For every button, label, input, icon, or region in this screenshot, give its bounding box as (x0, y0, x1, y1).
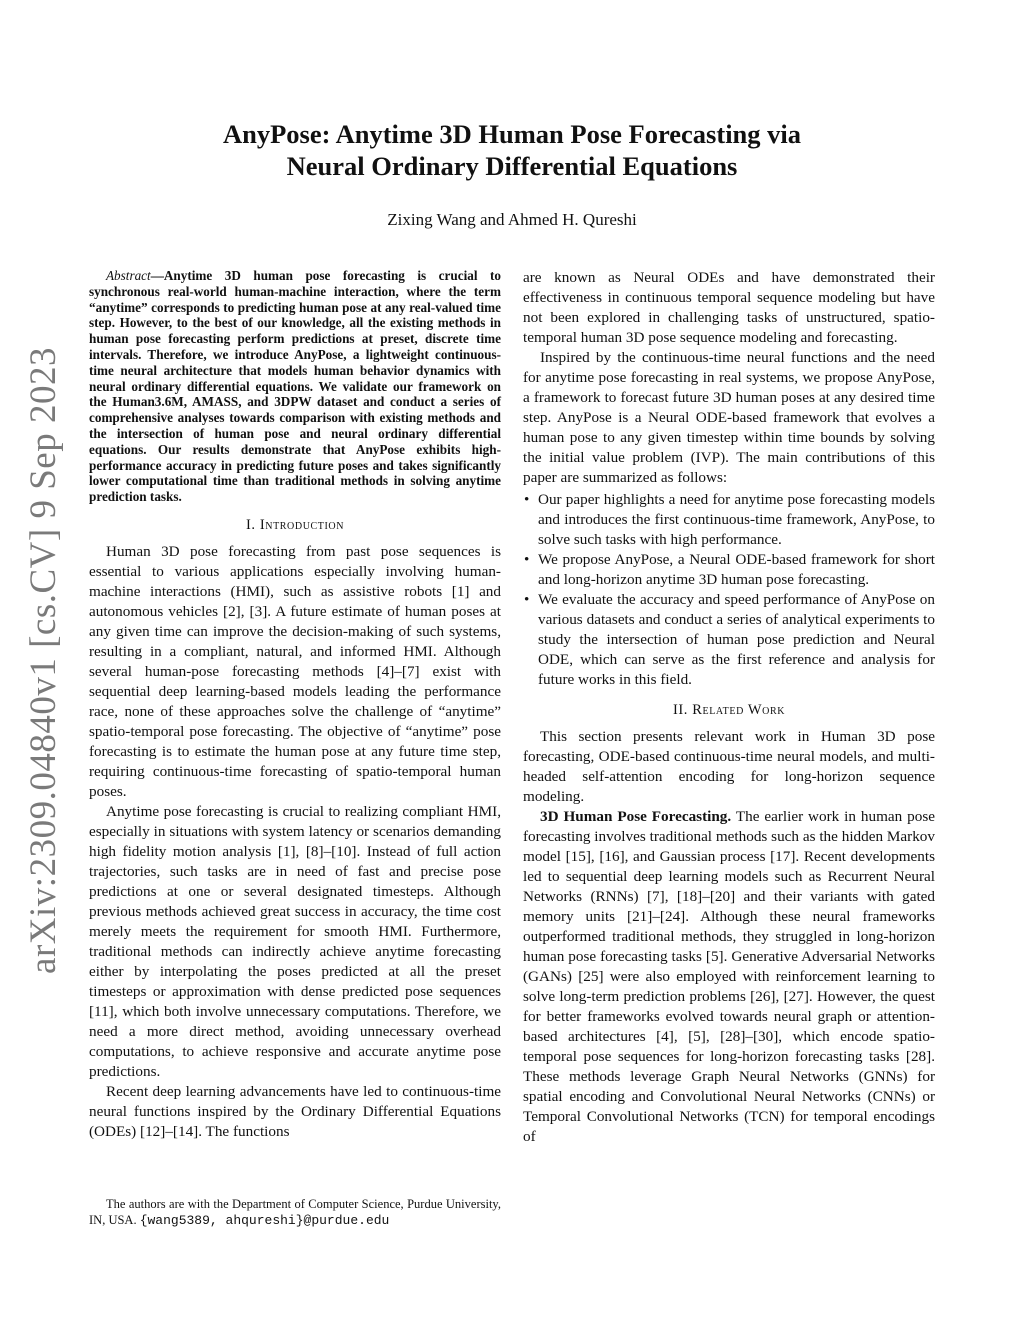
intro-paragraph-2: Anytime pose forecasting is crucial to realizing compliant HMI, especially in situations with system latency or scenarios demanding high fidelity motion analysis [1], [8]–[10]. Instead of full action trajectories, such tasks are in need of fast and precise pose predictions at one or several designated timesteps. Although previous methods achieved great success in accuracy, the time cost merely meets the requirement for smooth HMI. Furthermore, traditional methods can indirectly achieve anytime forecasting either by interpolating the poses predicted at all the preset timesteps or approximation with dense predicted pose sequences [11], which both involve unnecessary computations. Therefore, we need a more direct method, avoiding unnecessary overhead computations, to achieve responsive and accurate anytime pose predictions. (89, 802, 501, 1080)
related-paragraph-1: This section presents relevant work in Human 3D pose forecasting, ODE-based continuous-time neural models, and multi-headed self-attention encoding for long-horizon sequence modeling. (523, 728, 935, 805)
bullet-icon: • (524, 491, 530, 508)
bullet-icon: • (524, 591, 530, 608)
abstract-text: Anytime 3D human pose forecasting is crucial to synchronous real-world human-machine interaction, where the term “anytime” corresponds to predicting human pose at any real-valued time step. However, to the best of our knowledge, all the existing methods in human pose forecasting perform predictions at preset, discrete time intervals. Therefore, we introduce AnyPose, a lightweight continuous-time neural architecture that models human behavior dynamics with neural ordinary differential equations. We validate our framework on the Human3.6M, AMASS, and 3DPW dataset and conduct a series of comprehensive analyses towards comparison with existing methods and the intersection of human pose and neural ordinary differential equations. Our results demonstrate that AnyPose exhibits high-performance accuracy in predicting future poses and takes significantly lower computational time than traditional methods in solving anytime prediction tasks. (89, 268, 501, 505)
intro-paragraph-1: Human 3D pose forecasting from past pose sequences is essential to various applications especially involving human-machine interactions (HMI), such as assistive robots [1] and autonomous vehicles [2], [3]. A future estimate of human poses at any given time can improve the decision-making of such systems, resulting in a compliant, natural, and informed HMI. Although several human-pose forecasting methods [4]–[7] exist with sequential deep learning-based models leading the performance race, none of these approaches solve the challenge of “anytime” spatio-temporal pose forecasting. The objective of “anytime” pose forecasting is to estimate the human pose at any future time step, requiring continuous-time forecasting of spatio-temporal human poses. (89, 542, 501, 800)
intro-paragraph-3: Recent deep learning advancements have led to continuous-time neural functions inspired by the Ordinary Differential Equations (ODEs) [12]–[14]. The functions (89, 1082, 501, 1140)
right-column (523, 268, 935, 1147)
contribution-item (523, 590, 935, 690)
left-column (89, 268, 501, 1142)
run-in-heading-pose-forecasting: 3D Human Pose Forecasting. (540, 808, 732, 825)
bullet-icon: • (524, 551, 530, 568)
author-list: Zixing Wang and Ahmed H. Qureshi (387, 210, 637, 229)
contributions-list (523, 490, 935, 690)
arxiv-identifier (8, 346, 78, 974)
contribution-item (523, 550, 935, 590)
footnote-text: The authors are with the Department of Computer Science, Purdue University, IN, USA. (89, 1197, 501, 1227)
abstract (89, 268, 501, 505)
title-line-2: Neural Ordinary Differential Equations (286, 151, 738, 181)
intro-paragraph-3-continued: are known as Neural ODEs and have demonstrated their effectiveness in continuous temporal sequence modeling but have not been explored in challenging tasks of unstructured, spatio-temporal human 3D pose sequence modeling and forecasting. (523, 269, 935, 346)
related-paragraph-2 (523, 807, 935, 1147)
contribution-text: Our paper highlights a need for anytime pose forecasting models and introduces the first continuous-time framework, AnyPose, to solve such tasks with high performance. (538, 491, 935, 548)
author-emails: {wang5389, ahqureshi}@purdue.edu (139, 1213, 390, 1228)
contribution-text: We evaluate the accuracy and speed performance of AnyPose on various datasets and conduct a series of analytical experiments to study the intersection of human pose prediction and Neural ODE, which can serve as the first reference and analysis for future works in this field. (538, 591, 935, 688)
section-heading-introduction: I. Introduction (245, 516, 345, 533)
arxiv-identifier-text: arXiv:2309.04840v1 [cs.CV] 9 Sep 2023 (22, 346, 64, 974)
contribution-text: We propose AnyPose, a Neural ODE-based framework for short and long-horizon anytime 3D human pose forecasting. (538, 551, 935, 588)
section-heading-related-work: II. Related Work (672, 702, 786, 718)
intro-paragraph-4: Inspired by the continuous-time neural functions and the need for anytime pose forecasting in real systems, we propose AnyPose, a framework to forecast future 3D human poses at any desired time step. AnyPose is a Neural ODE-based framework that evolves a human pose to any given timestep within time bounds by solving the initial value problem (IVP). The main contributions of this paper are summarized as follows: (523, 349, 935, 486)
abstract-label: Abstract (106, 268, 151, 283)
paper-title (120, 118, 904, 182)
abstract-dash: — (150, 268, 164, 283)
contribution-item (523, 490, 935, 550)
title-line-1: AnyPose: Anytime 3D Human Pose Forecasting via (222, 119, 802, 149)
author-affiliation-footnote (89, 1196, 501, 1229)
related-paragraph-2-text: The earlier work in human pose forecasting involves traditional methods such as the hidden Markov model [15], [16], and Gaussian process [17]. Recent developments led to sequential deep learning models such as Recurrent Neural Networks (RNNs) [7], [18]–[20] and their variants with gated memory units [21]–[24]. Although these neural frameworks outperformed traditional methods, they struggled in long-horizon human pose forecasting tasks [5]. Generative Adversarial Networks (GANs) [25] were also employed with reinforcement learning to solve long-term prediction problems [26], [27]. However, the quest for better frameworks evolved towards neural graph or attention-based architectures [4], [5], [28]–[30], which encode spatio-temporal pose sequences for long-horizon forecasting tasks [28]. These methods leverage Graph Neural Networks (GNNs) for spatial encoding and Convolutional Neural Networks (CNNs) or Temporal Convolutional Networks (TCN) for temporal encodings of (523, 808, 935, 1145)
